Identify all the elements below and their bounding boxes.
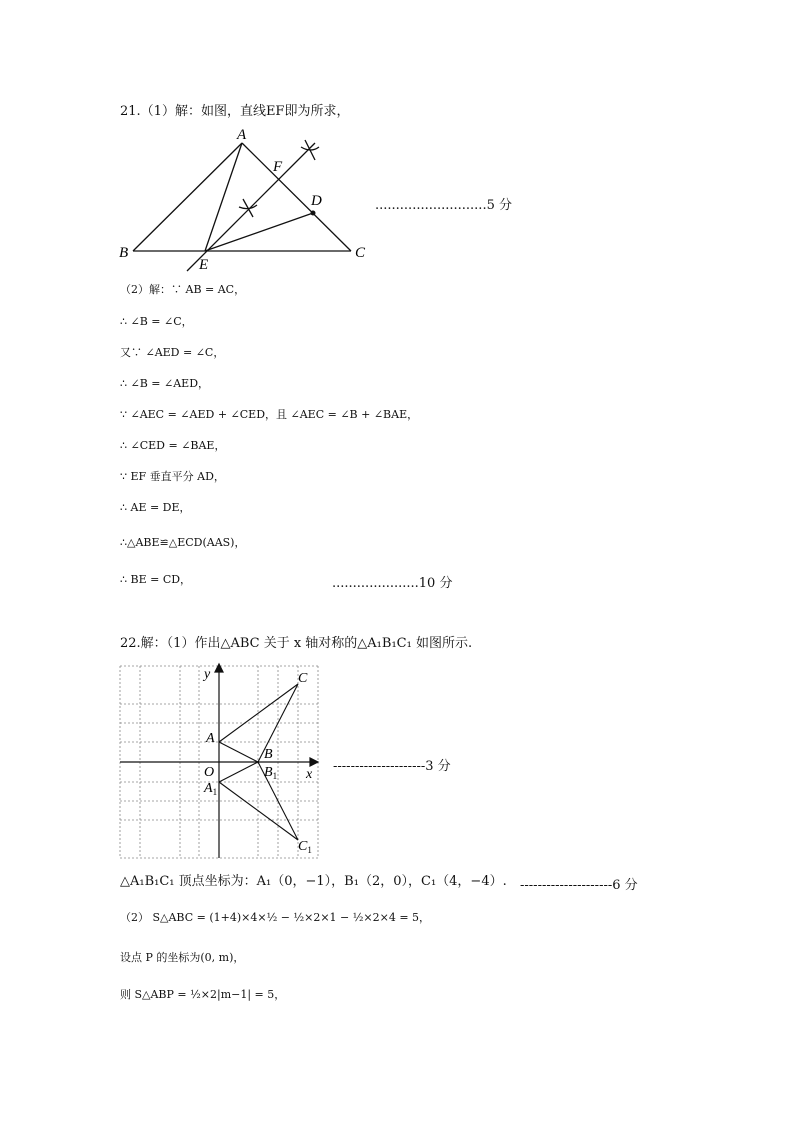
label-E: E: [199, 257, 209, 273]
y-axis-arrow: [215, 664, 223, 672]
label-C: C: [298, 671, 308, 686]
point-D: [311, 211, 316, 216]
label-x: x: [306, 767, 313, 782]
q21-score-1: ...........................5 分: [375, 198, 512, 213]
q21-step-1: ∴ ∠B = ∠C，: [120, 315, 193, 328]
q21-step-5: ∴ ∠CED = ∠BAE，: [120, 439, 226, 452]
q21-figure: [115, 125, 375, 275]
q22-score-2: ---------------------6 分: [520, 878, 638, 893]
x-axis-arrow: [310, 758, 318, 766]
q21-step-3: ∴ ∠B = ∠AED，: [120, 377, 210, 390]
label-A: A: [206, 731, 215, 746]
q22-coords: △A₁B₁C₁ 顶点坐标为：A₁（0，−1），B₁（2，0），C₁（4，−4）.: [120, 874, 507, 889]
label-B1: $B_1$: [264, 765, 278, 781]
q21-score-2: .....................10 分: [332, 576, 453, 591]
label-B: B: [119, 245, 129, 261]
q21-part2-head: （2）解：∵ AB = AC，: [120, 283, 246, 296]
triangle-A1B1C1: [219, 762, 298, 840]
q21-step-4: ∵ ∠AEC = ∠AED + ∠CED，且 ∠AEC = ∠B + ∠BAE，: [120, 408, 419, 421]
q21-step-6: ∵ EF 垂直平分 AD，: [120, 470, 225, 483]
q22-area-line: （2） S△ABC = (1+4)×4×½ − ½×2×1 − ½×2×4 = 5，: [120, 911, 431, 924]
side-AC: [242, 143, 351, 251]
label-C1: $C_1$: [298, 839, 312, 855]
q21-heading: 21.（1）解：如图，直线EF即为所求，: [120, 104, 350, 119]
q22-point-line: 设点 P 的坐标为(0, m)，: [120, 951, 245, 964]
label-D: D: [311, 193, 322, 209]
q22-score-1: ---------------------3 分: [333, 759, 451, 774]
label-C: C: [355, 245, 366, 261]
q22-heading: 22.解：（1）作出△ABC 关于 x 轴对称的△A₁B₁C₁ 如图所示.: [120, 636, 473, 651]
side-AB: [133, 143, 242, 251]
label-A: A: [237, 127, 247, 143]
q21-step-8: ∴△ABE≌△ECD(AAS)，: [120, 536, 246, 549]
label-F: F: [273, 159, 283, 175]
label-O: O: [204, 765, 215, 780]
label-y: y: [204, 667, 211, 682]
line-EF: [187, 143, 315, 271]
label-A1: $A_1$: [204, 781, 218, 797]
q21-step-9: ∴ BE = CD，: [120, 573, 192, 586]
triangle-ABC: [219, 684, 298, 762]
q22-coordinate-figure: [118, 662, 323, 862]
q22-final-line: 则 S△ABP = ½×2|m−1| = 5，: [120, 988, 286, 1001]
label-B: B: [264, 747, 273, 762]
segment-ED: [205, 213, 313, 251]
q21-step-7: ∴ AE = DE，: [120, 501, 191, 514]
q21-step-2: 又∵ ∠AED = ∠C，: [120, 346, 225, 359]
